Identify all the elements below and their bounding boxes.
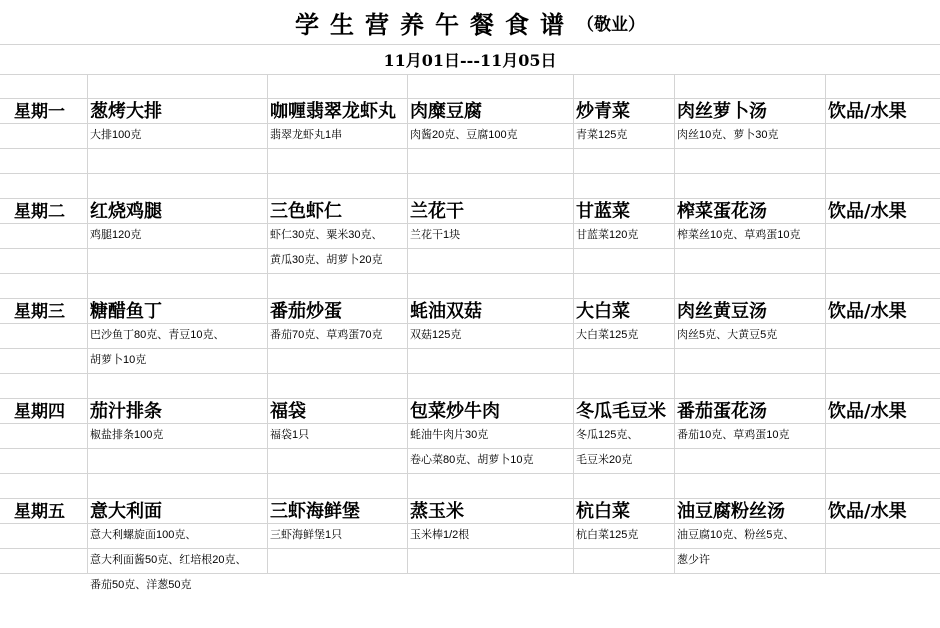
dish-name: 红烧鸡腿 [90,201,162,222]
dish-name: 饮品/水果 [828,301,907,322]
date-range: 11月01日---11月05日 [383,50,557,70]
dish-ingredients: 玉米棒1/2根 [410,529,470,541]
dish-ingredients: 肉丝5克、大黄豆5克 [677,329,778,341]
dish-ingredients: 兰花干1块 [410,229,461,241]
grid-line [825,374,826,474]
dish-ingredients: 杭白菜125克 [576,529,639,541]
dish-ingredients: 虾仁30克、粟米30克、 [270,229,383,241]
dish-name: 咖喱翡翠龙虾丸 [270,101,396,122]
dish-name: 甘蓝菜 [576,201,630,222]
grid-line [0,298,940,299]
dish-name: 糖醋鱼丁 [90,301,162,322]
dish-name: 大白菜 [576,301,630,322]
dish-name: 兰花干 [410,201,464,222]
dish-name: 葱烤大排 [90,101,162,122]
dish-ingredients: 卷心菜80克、胡萝卜10克 [410,454,534,466]
dish-ingredients: 翡翠龙虾丸1串 [270,129,343,141]
day-label: 星期五 [14,502,65,522]
dish-ingredients: 葱少许 [677,554,710,566]
dish-name: 饮品/水果 [828,401,907,422]
dish-ingredients: 意大利螺旋面100克、 [90,529,197,541]
day-block [0,174,940,274]
dish-ingredients: 肉丝10克、萝卜30克 [677,129,779,141]
grid-line [0,98,940,99]
dish-name: 榨菜蛋花汤 [677,201,767,222]
dish-ingredients: 三虾海鲜堡1只 [270,529,343,541]
grid-line [0,498,940,499]
dish-ingredients: 肉酱20克、豆腐100克 [410,129,518,141]
dish-ingredients: 大排100克 [90,129,142,141]
date-range-row [0,44,940,75]
dish-name: 饮品/水果 [828,201,907,222]
dish-name: 油豆腐粉丝汤 [677,501,785,522]
page-subtitle: （敬业） [577,14,645,35]
dish-ingredients: 榨菜丝10克、草鸡蛋10克 [677,229,801,241]
dish-name: 杭白菜 [576,501,630,522]
grid-line [0,398,940,399]
grid-line [825,274,826,374]
menu-grid [0,74,940,591]
grid-line [825,474,826,574]
dish-name: 饮品/水果 [828,101,907,122]
day-label: 星期四 [14,402,65,422]
dish-ingredients: 冬瓜125克、 [576,429,639,441]
dish-ingredients: 大白菜125克 [576,329,639,341]
dish-ingredients: 番茄10克、草鸡蛋10克 [677,429,790,441]
dish-ingredients: 椒盐排条100克 [90,429,164,441]
dish-name: 福袋 [270,401,306,422]
dish-name: 肉丝黄豆汤 [677,301,767,322]
grid-line [0,248,940,249]
dish-ingredients: 番茄50克、洋葱50克 [90,579,192,591]
dish-name: 意大利面 [90,501,162,522]
day-block [0,474,940,591]
day-label: 星期三 [14,302,65,322]
dish-ingredients: 福袋1只 [270,429,310,441]
dish-name: 茄汁排条 [90,401,162,422]
grid-line [0,148,940,149]
day-label: 星期一 [14,102,65,122]
dish-name: 肉糜豆腐 [410,101,482,122]
dish-name: 蒸玉米 [410,501,464,522]
dish-ingredients: 鸡腿120克 [90,229,142,241]
dish-ingredients: 蚝油牛肉片30克 [410,429,489,441]
dish-ingredients: 番茄70克、草鸡蛋70克 [270,329,383,341]
dish-ingredients: 胡萝卜10克 [90,354,147,366]
dish-name: 冬瓜毛豆米 [576,401,666,422]
day-block [0,74,940,174]
grid-line [825,174,826,274]
dish-name: 三虾海鲜堡 [270,501,360,522]
dish-ingredients: 毛豆米20克 [576,454,633,466]
dish-name: 肉丝萝卜汤 [677,101,767,122]
dish-ingredients: 黄瓜30克、胡萝卜20克 [270,254,383,266]
dish-name: 三色虾仁 [270,201,342,222]
dish-ingredients: 巴沙鱼丁80克、青豆10克、 [90,329,225,341]
day-block [0,274,940,374]
grid-line [0,198,940,199]
page-title: 学生营养午餐食谱 [295,9,575,39]
dish-ingredients: 双菇125克 [410,329,462,341]
dish-ingredients: 青菜125克 [576,129,628,141]
day-block [0,374,940,474]
grid-line [825,74,826,174]
dish-name: 蚝油双菇 [410,301,482,322]
dish-name: 炒青菜 [576,101,630,122]
dish-name: 番茄炒蛋 [270,301,342,322]
dish-ingredients: 甘蓝菜120克 [576,229,639,241]
dish-ingredients: 意大利面酱50克、红培根20克、 [90,554,247,566]
dish-name: 番茄蛋花汤 [677,401,767,422]
title-row [0,0,940,45]
dish-ingredients: 油豆腐10克、粉丝5克、 [677,529,795,541]
dish-name: 包菜炒牛肉 [410,401,500,422]
day-label: 星期二 [14,202,65,222]
dish-name: 饮品/水果 [828,501,907,522]
